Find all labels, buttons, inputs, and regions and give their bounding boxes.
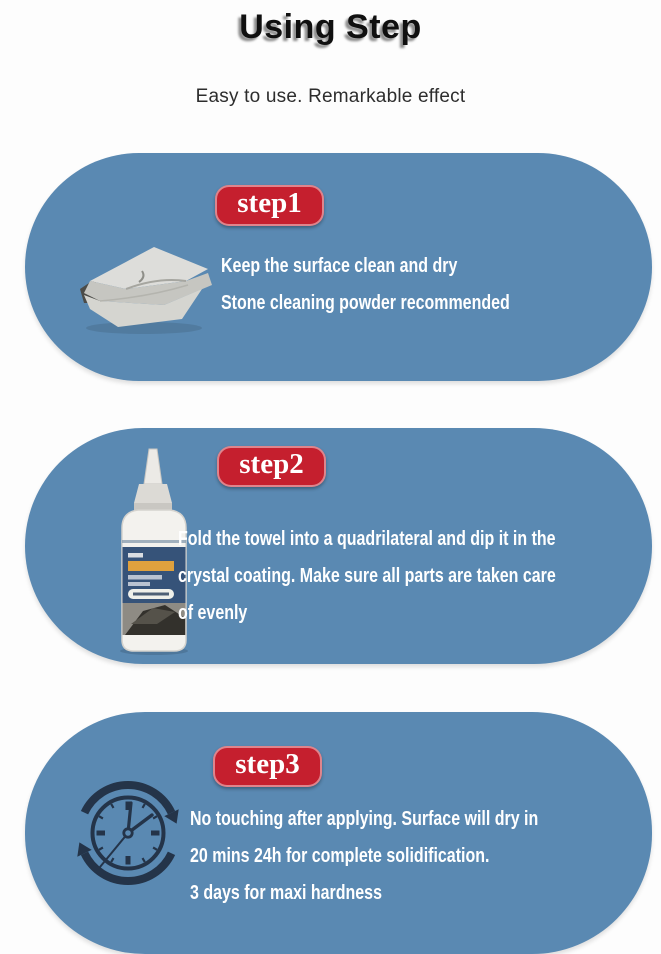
step-1-line-2: Stone cleaning powder recommended [221,291,510,314]
page-subtitle: Easy to use. Remarkable effect [195,86,466,107]
step-3-line-1: No touching after applying. Surface will dry in [190,807,539,830]
step-1-badge: step1 [215,185,324,226]
step-1-text [221,247,510,321]
step-3-badge: step3 [213,746,322,787]
step-1-card [25,153,652,381]
step-2-line-3: of evenly [178,601,248,624]
towel-icon [65,237,217,337]
step-1-line-1: Keep the surface clean and dry [221,254,458,277]
step-2-text [178,520,556,631]
step-2-line-1: Fold the towel into a quadrilateral and dip it in the [178,527,556,550]
step-3-text [190,800,538,911]
step-2-line-2: crystal coating. Make sure all parts are taken care [178,564,556,587]
clock-icon [71,776,185,890]
step-2-card [25,428,652,664]
page-title: Using Step [239,8,422,46]
step-3-line-2: 20 mins 24h for complete solidification. [190,844,490,867]
step-3-line-3: 3 days for maxi hardness [190,881,382,904]
step-3-card [25,712,652,954]
step-2-badge: step2 [217,446,326,487]
